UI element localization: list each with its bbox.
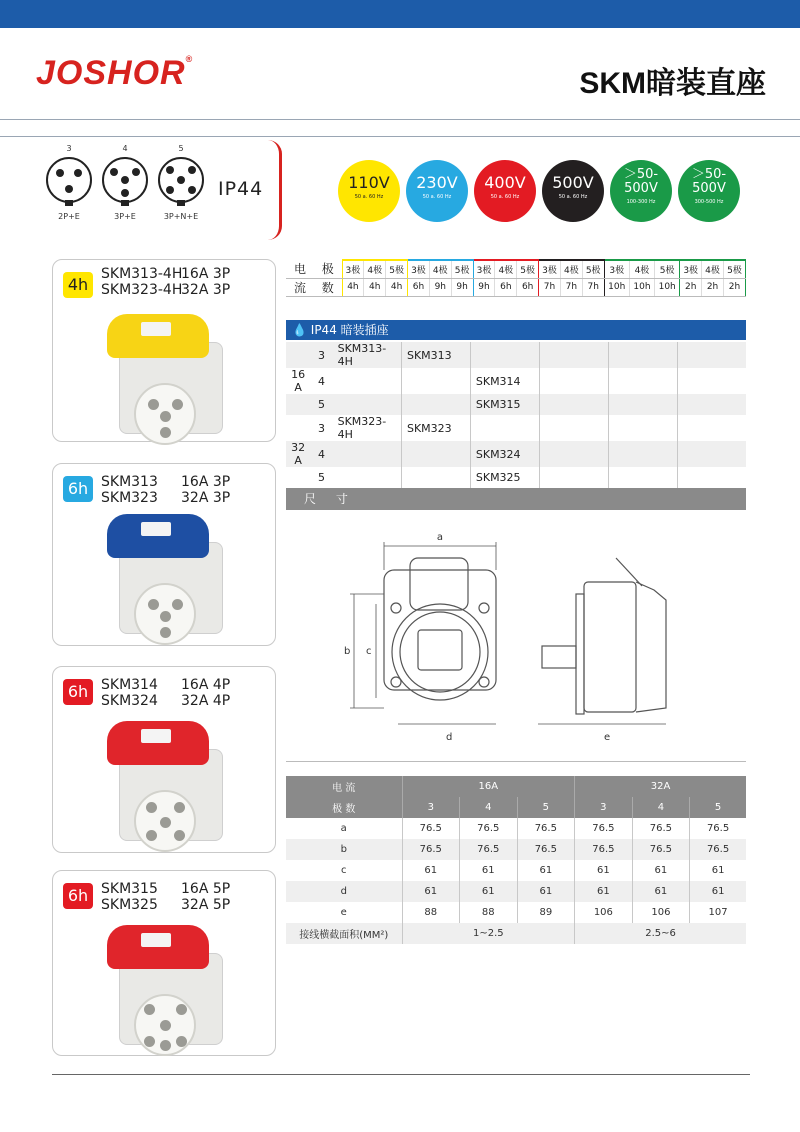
row-label: 极 [314, 260, 342, 278]
value-cell: 76.5 [402, 839, 460, 860]
red-bracket [268, 140, 282, 240]
pole-cell: 3极 [680, 260, 702, 278]
product-models: SKM313 SKM323 [101, 474, 158, 506]
plug-face-icon [102, 157, 148, 203]
hours-cell: 4h [342, 278, 364, 296]
hours-cell: 7h [582, 278, 604, 296]
empty-cell [539, 467, 608, 488]
product-specs: 16A 4P 32A 4P [181, 677, 231, 709]
hours-cell: 4h [386, 278, 408, 296]
value-cell: 61 [460, 860, 518, 881]
empty-cell [608, 368, 677, 394]
empty-cell [608, 467, 677, 488]
empty-cell [608, 415, 677, 441]
value-cell: 61 [575, 860, 633, 881]
value-cell: 88 [402, 902, 460, 923]
hours-cell: 9h [429, 278, 451, 296]
hours-cell: 9h [451, 278, 473, 296]
plug-face-icon [46, 157, 92, 203]
empty-cell [539, 394, 608, 415]
empty-cell [539, 342, 608, 368]
pole-cell: 3极 [473, 260, 495, 278]
pole-cell: 4极 [560, 260, 582, 278]
water-drop-icon: 💧 [292, 323, 307, 337]
model-cell: SKM315 [470, 394, 539, 415]
empty-cell [677, 368, 746, 394]
dimension-drawing [286, 512, 746, 762]
page-header [0, 28, 800, 120]
voltage-badge-400v: 400V 50 a. 60 Hz [474, 160, 536, 222]
value-cell: 61 [517, 881, 575, 902]
socket-image [107, 314, 237, 434]
socket-image [107, 721, 237, 841]
voltage-badge-50-500v-b: ＞50-500V 300-500 Hz [678, 160, 740, 222]
value-cell: 89 [517, 902, 575, 923]
empty-cell [608, 394, 677, 415]
model-cell [401, 467, 470, 488]
socket-image [107, 925, 237, 1045]
value-cell: 106 [632, 902, 690, 923]
product-card [52, 870, 276, 1056]
brand-logo: JOSHOR® [36, 54, 194, 92]
divider [0, 136, 800, 137]
header-cell: 电 流 [286, 776, 402, 797]
header-cell: 极 数 [286, 797, 402, 818]
empty-cell [677, 415, 746, 441]
model-cell [470, 342, 539, 368]
pole-cell: 4极 [629, 260, 654, 278]
hours-cell: 4h [364, 278, 386, 296]
pole-cell: 5极 [451, 260, 473, 278]
hours-cell: 2h [680, 278, 702, 296]
empty-cell [677, 467, 746, 488]
row-label: 数 [314, 278, 342, 296]
current-cell [286, 467, 310, 488]
model-cell [333, 368, 402, 394]
voltage-badge-500v: 500V 50 a. 60 Hz [542, 160, 604, 222]
model-cell: SKM325 [470, 467, 539, 488]
value-cell: 61 [575, 881, 633, 902]
model-cell: SKM323 [401, 415, 470, 441]
header-row [286, 776, 746, 797]
pole-hours-table [286, 259, 746, 297]
empty-cell [677, 441, 746, 467]
row-label: e [286, 902, 402, 923]
value-cell: 61 [460, 881, 518, 902]
value-cell: 61 [690, 881, 746, 902]
product-models: SKM313-4H SKM323-4H [101, 266, 183, 298]
hours-cell: 2h [723, 278, 745, 296]
pole-cell: 4极 [364, 260, 386, 278]
row-label: 电 [286, 260, 314, 278]
table-row [286, 923, 746, 944]
pin-config-4: 4 3P+E [100, 144, 150, 221]
hours-cell: 10h [655, 278, 680, 296]
plug-face-icon [158, 157, 204, 203]
voltage-badge-50-500v-a: ＞50-500V 100-300 Hz [610, 160, 672, 222]
pole-cell: 5极 [386, 260, 408, 278]
table-row [286, 342, 746, 368]
product-specs: 16A 3P 32A 3P [181, 474, 231, 506]
hour-badge: 4h [63, 272, 93, 298]
model-cell [333, 441, 402, 467]
table-row [286, 394, 746, 415]
model-cell: SKM323-4H [333, 415, 402, 441]
header-cell: 3 [575, 797, 633, 818]
value-cell: 61 [517, 860, 575, 881]
value-cell: 76.5 [460, 839, 518, 860]
header-cell: 32A [575, 776, 746, 797]
table-row [286, 415, 746, 441]
hour-badge: 6h [63, 679, 93, 705]
pole-hours-row [286, 260, 746, 278]
header-cell: 5 [690, 797, 746, 818]
row-label: a [286, 818, 402, 839]
empty-cell [608, 342, 677, 368]
pole-cell: 5极 [655, 260, 680, 278]
pin-config-5: 5 3P+N+E [156, 144, 206, 221]
current-cell: 16 A [291, 368, 306, 394]
row-label: b [286, 839, 402, 860]
dim-label-c: c [366, 646, 372, 657]
bottom-divider [52, 1074, 750, 1075]
table-row [286, 902, 746, 923]
value-cell: 76.5 [517, 818, 575, 839]
header-cell: 4 [460, 797, 518, 818]
table-row [286, 839, 746, 860]
hours-cell: 6h [517, 278, 539, 296]
hour-badge: 6h [63, 476, 93, 502]
header-cell: 16A [402, 776, 575, 797]
value-cell: 76.5 [632, 818, 690, 839]
page-title: SKM暗装直座 [579, 67, 766, 100]
value-cell: 61 [402, 860, 460, 881]
value-cell: 76.5 [575, 818, 633, 839]
models-table [286, 342, 746, 488]
voltage-badge-230v: 230V 50 a. 60 Hz [406, 160, 468, 222]
row-label: d [286, 881, 402, 902]
model-cell: SKM314 [470, 368, 539, 394]
pole-cell: 5极 [517, 260, 539, 278]
model-cell [401, 441, 470, 467]
pin-config-3: 3 2P+E [44, 144, 94, 221]
section-header-ip44: 💧 IP44 暗装插座 [286, 320, 746, 340]
value-cell: 61 [632, 881, 690, 902]
empty-cell [677, 342, 746, 368]
value-cell: 76.5 [517, 839, 575, 860]
table-row [286, 441, 746, 467]
dim-label-b: b [344, 646, 351, 657]
hours-cell: 10h [629, 278, 654, 296]
empty-cell [539, 415, 608, 441]
header-cell: 4 [632, 797, 690, 818]
section-header-dimensions: 尺 寸 [286, 488, 746, 510]
table-row [286, 467, 746, 488]
table-row [286, 860, 746, 881]
model-cell [401, 368, 470, 394]
hour-badge: 6h [63, 883, 93, 909]
hours-cell: 10h [604, 278, 629, 296]
product-specs: 16A 3P 32A 3P [181, 266, 231, 298]
value-cell: 61 [711, 865, 725, 876]
value-cell: 76.5 [575, 839, 633, 860]
value-cell: 61 [402, 881, 460, 902]
product-models: SKM315 SKM325 [101, 881, 158, 913]
empty-cell [608, 441, 677, 467]
product-card [52, 463, 276, 646]
header-cell: 5 [517, 797, 575, 818]
model-cell [333, 394, 402, 415]
current-cell [286, 342, 310, 368]
value-cell: 88 [460, 902, 518, 923]
pole-cell: 3极 [408, 260, 430, 278]
value-cell: 76.5 [632, 839, 690, 860]
pole-cell: 3 [317, 421, 325, 435]
model-cell: SKM324 [470, 441, 539, 467]
pole-cell: 4 [310, 441, 332, 467]
model-cell [470, 415, 539, 441]
model-cell: SKM313-4H [333, 342, 402, 368]
dim-label-e: e [604, 732, 611, 743]
value-cell: 76.5 [690, 839, 746, 860]
ip-rating: IP44 [218, 178, 264, 200]
hours-cell: 2h [702, 278, 724, 296]
dimensions-table [286, 776, 746, 944]
current-cell [286, 394, 310, 415]
pole-cell: 4 [317, 374, 325, 388]
value-cell: 106 [575, 902, 633, 923]
pole-cell: 3极 [342, 260, 364, 278]
voltage-badge-110v: 110V 50 a. 60 Hz [338, 160, 400, 222]
product-card [52, 259, 276, 442]
value-cell: 76.5 [460, 818, 518, 839]
model-cell [401, 394, 470, 415]
pole-cell: 4极 [495, 260, 517, 278]
pole-cell: 4极 [702, 260, 724, 278]
empty-cell [539, 441, 608, 467]
row-label: 接线横截面积(MM²) [286, 923, 402, 944]
table-row [286, 818, 746, 839]
empty-cell [539, 368, 608, 394]
pin-config-row [0, 144, 290, 240]
pole-cell: 3 [310, 342, 332, 368]
header-row [286, 797, 746, 818]
hours-cell: 6h [495, 278, 517, 296]
pole-cell: 5 [310, 394, 332, 415]
hours-cell: 6h [408, 278, 430, 296]
product-card [52, 666, 276, 853]
value-cell: 61 [632, 860, 690, 881]
header-cell: 3 [402, 797, 460, 818]
value-cell: 2.5~6 [575, 923, 746, 944]
table-row [286, 881, 746, 902]
value-cell: 76.5 [706, 823, 730, 834]
hours-cell: 7h [539, 278, 561, 296]
pole-hours-row [286, 278, 746, 296]
value-cell: 76.5 [402, 818, 460, 839]
dim-label-d: d [446, 732, 453, 743]
value-cell: 1~2.5 [402, 923, 575, 944]
model-cell: SKM313 [401, 342, 470, 368]
product-models: SKM314 SKM324 [101, 677, 158, 709]
hours-cell: 9h [473, 278, 495, 296]
model-cell [333, 467, 402, 488]
table-row [286, 368, 746, 394]
current-cell [286, 415, 310, 441]
hours-cell: 7h [560, 278, 582, 296]
pole-cell: 4极 [429, 260, 451, 278]
product-specs: 16A 5P 32A 5P [181, 881, 231, 913]
empty-cell [677, 394, 746, 415]
top-color-bar [0, 0, 800, 28]
pole-cell: 5 [317, 471, 325, 484]
pole-cell: 5极 [582, 260, 604, 278]
pole-cell: 3极 [604, 260, 629, 278]
pole-cell: 5极 [723, 260, 745, 278]
pole-cell: 3极 [539, 260, 561, 278]
value-cell: 107 [708, 907, 728, 918]
socket-image [107, 514, 237, 634]
row-label: 流 [286, 278, 314, 296]
dim-label-a: a [436, 532, 444, 543]
current-cell: 32 A [286, 441, 310, 467]
row-label: c [286, 860, 402, 881]
